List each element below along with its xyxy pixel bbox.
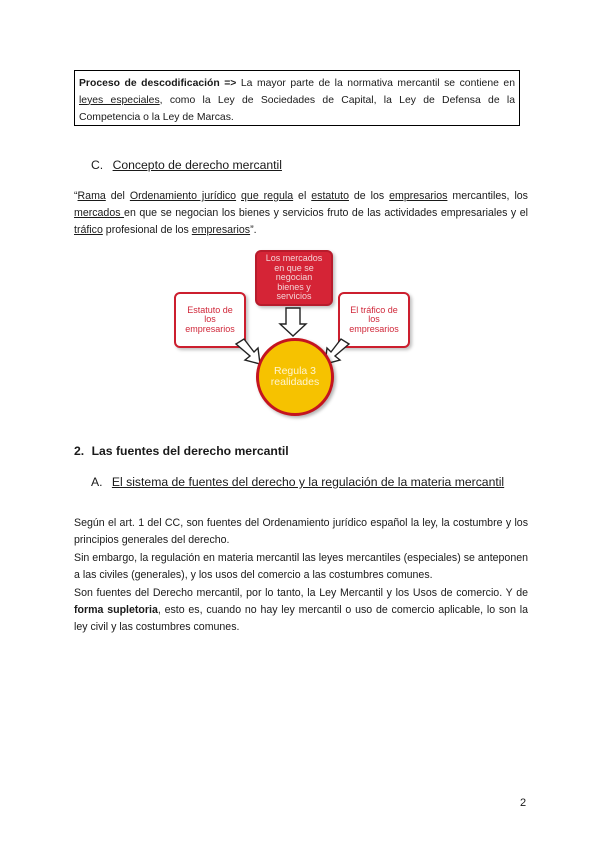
note-lead: Proceso de descodificación => bbox=[79, 78, 237, 89]
def-term-mercados: mercados bbox=[74, 207, 125, 220]
def-text: mercantiles, los bbox=[447, 190, 528, 202]
def-text: profesional de los bbox=[102, 224, 192, 237]
arrow-down-icon bbox=[280, 308, 306, 336]
quote-close: ”. bbox=[250, 224, 257, 237]
def-text: el bbox=[293, 190, 312, 202]
diagram-box-mercados-label: Los mercados en que se negocian bienes y servicios bbox=[265, 253, 323, 302]
paragraph-3-text-end: , esto es, cuando no hay ley mercantil o uso de comercio aplicable, lo son la ley civil y las costumbres comunes. bbox=[74, 604, 528, 634]
diagram-center-circle bbox=[256, 338, 334, 416]
diagram-box-estatuto-label: Estatuto de los empresarios bbox=[185, 304, 235, 334]
section-c-letter: C. bbox=[91, 158, 104, 172]
diagram-center-label: Regula 3 realidades bbox=[270, 365, 320, 388]
page-number: 2 bbox=[520, 797, 527, 809]
section-2-number: 2. bbox=[74, 444, 85, 458]
def-term-regula: que regula bbox=[241, 190, 294, 202]
section-2-heading bbox=[74, 444, 289, 458]
quote-open: “ bbox=[74, 190, 78, 202]
arrow-right-down-icon bbox=[236, 339, 260, 364]
def-text: del bbox=[105, 190, 130, 202]
def-term-rama: Rama bbox=[77, 190, 106, 202]
note-underlined: leyes especiales bbox=[79, 94, 160, 106]
section-2a-heading bbox=[91, 475, 504, 489]
definition-paragraph bbox=[74, 188, 528, 240]
section-2a-letter: A. bbox=[91, 475, 103, 489]
section-2-title: Las fuentes del derecho mercantil bbox=[91, 444, 289, 458]
paragraph-3-bold: forma supletoria bbox=[74, 604, 158, 617]
diagram-box-trafico-label: El tráfico de los empresarios bbox=[349, 304, 399, 334]
note-text-2: , como la Ley de Sociedades de Capital, la Ley de Defensa de la Competencia o la Ley de Marcas. bbox=[79, 94, 515, 123]
section-c-title: Concepto de derecho mercantil bbox=[112, 158, 282, 172]
def-term-empresarios-2: empresarios bbox=[191, 224, 251, 237]
def-term-trafico: tráfico bbox=[74, 224, 103, 237]
paragraph-3-text: Son fuentes del Derecho mercantil, por lo tanto, la Ley Mercantil y los Usos de comercio. Y de bbox=[74, 587, 528, 599]
note-box bbox=[74, 70, 520, 126]
section-2a-title: El sistema de fuentes del derecho y la regulación de la materia mercantil bbox=[111, 475, 505, 489]
paragraph-3 bbox=[74, 585, 528, 637]
paragraph-2: Sin embargo, la regulación en materia mercantil las leyes mercantiles (especiales) se anteponen a las civiles (generales), y los usos del comercio a las costumbres comunes. bbox=[74, 552, 528, 582]
def-term-estatuto: estatuto bbox=[311, 190, 349, 202]
def-term-ordenamiento: Ordenamiento jurídico bbox=[129, 190, 237, 202]
def-text: de los bbox=[348, 190, 390, 202]
paragraph-1: Según el art. 1 del CC, son fuentes del Ordenamiento jurídico español la ley, la costumbre y los principios generales del derecho. bbox=[74, 517, 528, 547]
def-term-empresarios: empresarios bbox=[389, 190, 448, 202]
section-c-heading bbox=[91, 158, 282, 172]
concept-diagram bbox=[170, 248, 415, 428]
note-text-1: La mayor parte de la normativa mercantil se contiene en bbox=[236, 78, 515, 89]
def-text: en que se negocian los bienes y servicios fruto de las actividades empresariales y el bbox=[124, 207, 528, 220]
